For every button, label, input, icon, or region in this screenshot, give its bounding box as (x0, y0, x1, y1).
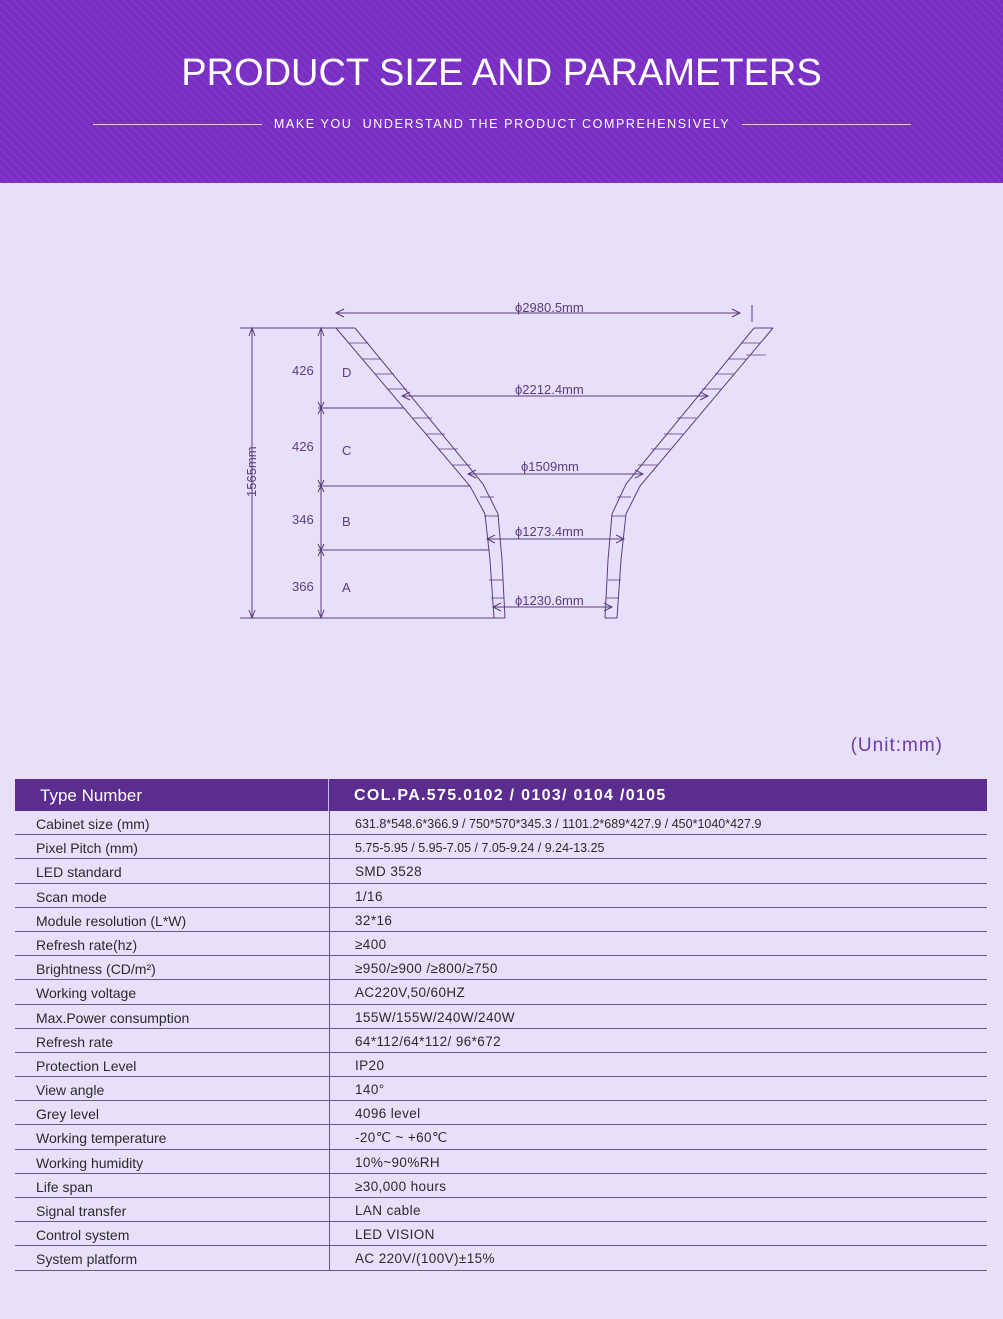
table-row (15, 1101, 987, 1125)
row-label: Brightness (CD/m²) (15, 956, 330, 979)
row-value: AC 220V/(100V)±15% (355, 1251, 495, 1267)
row-label: Working humidity (15, 1150, 330, 1173)
profile-left-inner (355, 328, 505, 618)
row-value: 140° (355, 1082, 385, 1098)
table-row (15, 835, 987, 859)
row-label: Module resolution (L*W) (15, 908, 330, 931)
row-value: 4096 level (355, 1106, 421, 1122)
row-label: Life span (15, 1174, 330, 1197)
header-type-value: COL.PA.575.0102 / 0103/ 0104 /0105 (354, 787, 667, 804)
page-subtitle: MAKE YOU UNDERSTAND THE PRODUCT COMPREHENSIVELY (273, 117, 731, 131)
header-banner (0, 0, 1003, 183)
table-row (15, 1222, 987, 1246)
row-value: -20℃ ~ +60℃ (355, 1130, 448, 1146)
row-value: ≥950/≥900 /≥800/≥750 (355, 961, 498, 977)
table-row (15, 1029, 987, 1053)
row-value: 32*16 (355, 912, 393, 928)
table-row (15, 980, 987, 1004)
row-value: 155W/155W/240W/240W (355, 1009, 515, 1025)
row-value: LED VISION (355, 1227, 435, 1243)
table-row (15, 1053, 987, 1077)
diameter-label-bottom: ϕ1230.6mm (515, 593, 584, 608)
row-value: ≥30,000 hours (355, 1178, 447, 1194)
row-label: Max.Power consumption (15, 1005, 330, 1028)
row-label: Refresh rate (15, 1029, 330, 1052)
page-title: PRODUCT SIZE AND PARAMETERS (181, 52, 822, 94)
header-type-label: Type Number (15, 779, 329, 811)
row-value: IP20 (355, 1057, 385, 1073)
row-value: LAN cable (355, 1203, 421, 1218)
row-value: 1/16 (355, 888, 383, 904)
spec-table (15, 779, 987, 1271)
section-label-a: A (342, 580, 351, 595)
profile-right-inner (605, 328, 754, 618)
row-value: 64*112/64*112/ 96*672 (355, 1033, 502, 1049)
diameter-label-3: ϕ1509mm (521, 459, 579, 474)
row-value: 5.75-5.95 / 5.95-7.05 / 7.05-9.24 / 9.24-13.25 (355, 841, 605, 856)
row-label: Scan mode (15, 884, 330, 907)
row-label: System platform (15, 1246, 330, 1269)
row-label: Working temperature (15, 1125, 330, 1148)
section-height-d: 426 (292, 363, 314, 378)
table-row (15, 1198, 987, 1222)
row-value: AC220V,50/60HZ (355, 985, 466, 1001)
section-height-a: 366 (292, 579, 314, 594)
row-label: Protection Level (15, 1053, 330, 1076)
row-value: SMD 3528 (355, 864, 422, 880)
table-row (15, 956, 987, 980)
row-label: Control system (15, 1222, 330, 1245)
table-row (15, 1125, 987, 1149)
row-label: Refresh rate(hz) (15, 932, 330, 955)
subtitle-divider-left (93, 124, 262, 125)
diameter-label-4: ϕ1273.4mm (515, 524, 584, 539)
subtitle-divider-right (742, 124, 911, 125)
subtitle-row (93, 116, 911, 132)
section-label-d: D (342, 365, 352, 380)
table-row (15, 811, 987, 835)
row-value: ≥400 (355, 936, 387, 952)
table-header (15, 779, 987, 811)
table-row (15, 859, 987, 883)
diameter-label-2: ϕ2212.4mm (515, 382, 584, 397)
row-label: Grey level (15, 1101, 330, 1124)
section-label-b: B (342, 514, 351, 529)
table-row (15, 884, 987, 908)
table-row (15, 1077, 987, 1101)
table-row (15, 908, 987, 932)
section-label-c: C (342, 443, 352, 458)
row-label: Pixel Pitch (mm) (15, 835, 330, 858)
row-label: View angle (15, 1077, 330, 1100)
section-height-c: 426 (292, 439, 314, 454)
row-value: 631.8*548.6*366.9 / 750*570*345.3 / 1101.2*689*427.9 / 450*1040*427.9 (355, 817, 762, 831)
diameter-label-top: ϕ2980.5mm (515, 300, 584, 315)
table-row (15, 1150, 987, 1174)
table-row (15, 1174, 987, 1198)
row-label: Signal transfer (15, 1198, 330, 1221)
table-row (15, 1005, 987, 1029)
total-height-label: 1565mm (244, 446, 259, 497)
row-label: Working voltage (15, 980, 330, 1003)
row-value: 10%~90%RH (355, 1154, 441, 1170)
unit-label: (Unit:mm) (850, 735, 943, 756)
row-label: LED standard (15, 859, 330, 882)
dimension-diagram (0, 183, 1003, 773)
table-row (15, 1246, 987, 1270)
section-height-b: 346 (292, 512, 314, 527)
row-label: Cabinet size (mm) (15, 811, 330, 834)
table-row (15, 932, 987, 956)
